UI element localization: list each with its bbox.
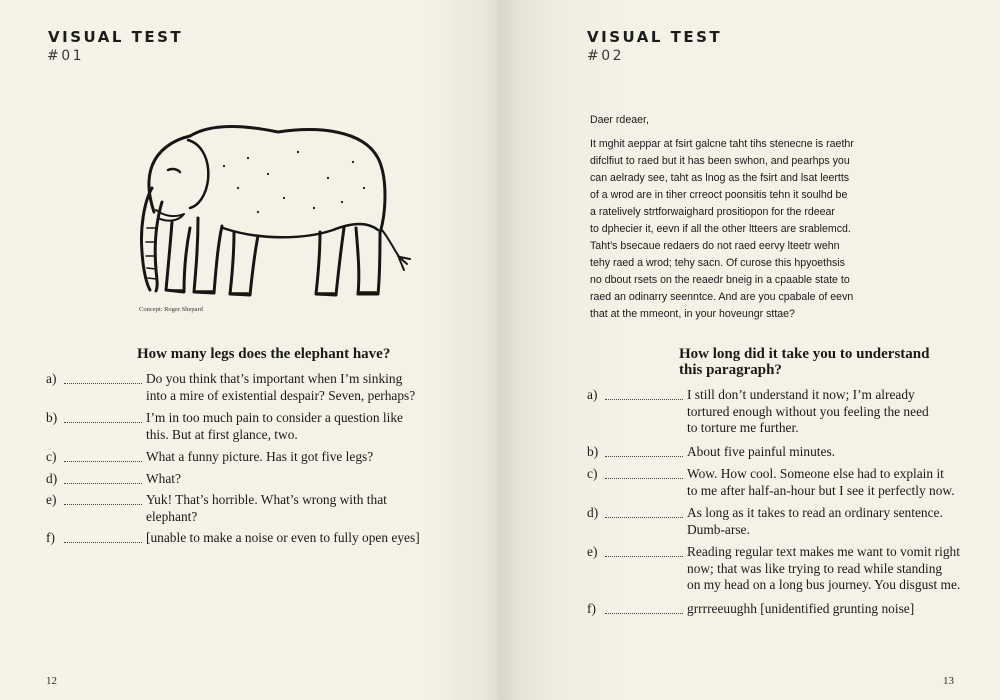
right-test-number: #02 bbox=[587, 48, 625, 64]
answer-line: Dumb-arse. bbox=[687, 521, 750, 537]
answer-option bbox=[587, 387, 987, 437]
answer-text bbox=[687, 505, 987, 538]
answer-option bbox=[46, 471, 466, 488]
letter-line: difclfiut to raed but it has been swhon, and pearhps you bbox=[590, 155, 850, 167]
answer-letter: b) bbox=[587, 443, 599, 459]
right-answer-list bbox=[587, 387, 987, 623]
letter-line: It mghit aeppar at fsirt galcne taht tihs stenecne is raethr bbox=[590, 138, 854, 150]
answer-line: now; that was like trying to read while standing bbox=[687, 560, 943, 576]
answer-option bbox=[46, 530, 466, 547]
answer-line: I’m in too much pain to consider a question like bbox=[146, 410, 403, 425]
dotted-leader bbox=[605, 478, 683, 479]
letter-line: tehy raed a wrod; tehy sacn. Of curose this hpyoethsis bbox=[590, 257, 845, 269]
dotted-leader bbox=[64, 483, 142, 484]
right-page-number: 13 bbox=[943, 675, 954, 687]
answer-line: What? bbox=[146, 470, 181, 486]
letter-line: of a wrod are in tiher crreoct poonsitis tehn it soulhd be bbox=[590, 189, 848, 201]
answer-option bbox=[46, 449, 466, 466]
letter-line: Taht’s bsecaue redaers do not raed eervy lteetr wehn bbox=[590, 240, 840, 252]
elephant-illustration bbox=[128, 118, 413, 303]
answer-text bbox=[146, 371, 466, 404]
dotted-leader bbox=[64, 383, 142, 384]
answer-letter: a) bbox=[587, 387, 598, 402]
answer-letter: d) bbox=[587, 505, 599, 520]
letter-salutation: Daer rdeaer, bbox=[590, 114, 649, 126]
answer-line: into a mire of existential despair? Seven, perhaps? bbox=[146, 387, 416, 403]
answer-line: Reading regular text makes me want to vomit right bbox=[687, 544, 960, 559]
left-question: How many legs does the elephant have? bbox=[137, 346, 391, 362]
letter-line: raed an odinarry seenntce. And are you cpabale of eevn bbox=[590, 291, 854, 303]
answer-line: Yuk! That’s horrible. What’s wrong with that bbox=[146, 492, 387, 507]
answer-text bbox=[687, 544, 987, 594]
dotted-leader bbox=[605, 399, 683, 400]
answer-text bbox=[146, 449, 466, 466]
answer-letter: f) bbox=[587, 600, 596, 616]
answer-line: [unable to make a noise or even to fully open eyes] bbox=[146, 530, 420, 545]
letter-line: can aelrady see, taht as lnog as the fsirt and lsat leertts bbox=[590, 172, 850, 184]
answer-line: What a funny picture. Has it got five legs? bbox=[146, 449, 374, 464]
answer-option bbox=[46, 410, 466, 443]
left-page-number: 12 bbox=[46, 675, 57, 687]
right-question-line: How long did it take you to understand bbox=[679, 346, 930, 362]
answer-letter: e) bbox=[587, 544, 598, 559]
answer-line: tortured enough without you feeling the need bbox=[687, 403, 929, 419]
answer-letter: e) bbox=[46, 492, 57, 507]
left-page-title: VISUAL TEST bbox=[48, 28, 184, 46]
letter-line: to dphecier it, eevn if all the other ltteers are srablemcd. bbox=[590, 223, 851, 235]
answer-line: I still don’t understand it now; I’m already bbox=[687, 387, 915, 402]
answer-line: to me after half-an-hour but I see it perfectly now. bbox=[687, 482, 955, 498]
right-question bbox=[679, 346, 929, 378]
answer-line: As long as it takes to read an ordinary sentence. bbox=[687, 505, 943, 520]
dotted-leader bbox=[64, 542, 142, 543]
answer-option bbox=[587, 601, 987, 618]
answer-line: elephant? bbox=[146, 508, 198, 524]
right-question-line: this paragraph? bbox=[679, 362, 782, 378]
answer-text bbox=[687, 444, 987, 461]
dotted-leader bbox=[605, 556, 683, 557]
answer-option bbox=[46, 371, 466, 404]
answer-line: Do you think that’s important when I’m sinking bbox=[146, 371, 403, 386]
left-answer-list bbox=[46, 371, 466, 553]
dotted-leader bbox=[64, 461, 142, 462]
answer-line: this. But at first glance, two. bbox=[146, 426, 298, 442]
answer-option bbox=[587, 466, 987, 499]
scrambled-letter bbox=[590, 112, 895, 323]
right-page bbox=[500, 0, 1000, 700]
answer-letter: b) bbox=[46, 410, 58, 425]
answer-letter: d) bbox=[46, 470, 58, 486]
answer-text bbox=[687, 466, 987, 499]
answer-letter: a) bbox=[46, 371, 57, 386]
answer-letter: f) bbox=[46, 530, 55, 545]
letter-line: a ratelively strtforwaighard prositiopon for the rdeear bbox=[590, 206, 835, 218]
answer-line: Wow. How cool. Someone else had to explain it bbox=[687, 466, 944, 481]
answer-letter: c) bbox=[587, 466, 598, 481]
dotted-leader bbox=[64, 422, 142, 423]
answer-line: grrrreeuughh [unidentified grunting noise] bbox=[687, 600, 915, 616]
answer-line: About five painful minutes. bbox=[687, 443, 836, 459]
dotted-leader bbox=[605, 456, 683, 457]
dotted-leader bbox=[605, 613, 683, 614]
letter-body bbox=[590, 136, 895, 323]
answer-text bbox=[146, 492, 466, 525]
answer-option bbox=[587, 544, 987, 594]
letter-line: no dbout rsets on the reaedr bneig in a cpaable state to bbox=[590, 274, 850, 286]
answer-text bbox=[146, 410, 466, 443]
answer-option bbox=[587, 444, 987, 461]
answer-line: to torture me further. bbox=[687, 420, 799, 435]
answer-line: on my head on a long bus journey. You disgust me. bbox=[687, 577, 961, 592]
right-page-title: VISUAL TEST bbox=[587, 28, 723, 46]
answer-text bbox=[146, 530, 466, 547]
dotted-leader bbox=[64, 504, 142, 505]
answer-option bbox=[46, 492, 466, 525]
answer-text bbox=[687, 387, 987, 437]
answer-option bbox=[587, 505, 987, 538]
answer-text bbox=[687, 601, 987, 618]
answer-text bbox=[146, 471, 466, 488]
answer-letter: c) bbox=[46, 449, 57, 464]
illustration-caption: Concept: Roger Shepard bbox=[139, 306, 203, 313]
dotted-leader bbox=[605, 517, 683, 518]
letter-line: that at the mmeont, in your hoveungr sttae? bbox=[590, 308, 795, 320]
left-test-number: #01 bbox=[47, 48, 85, 64]
